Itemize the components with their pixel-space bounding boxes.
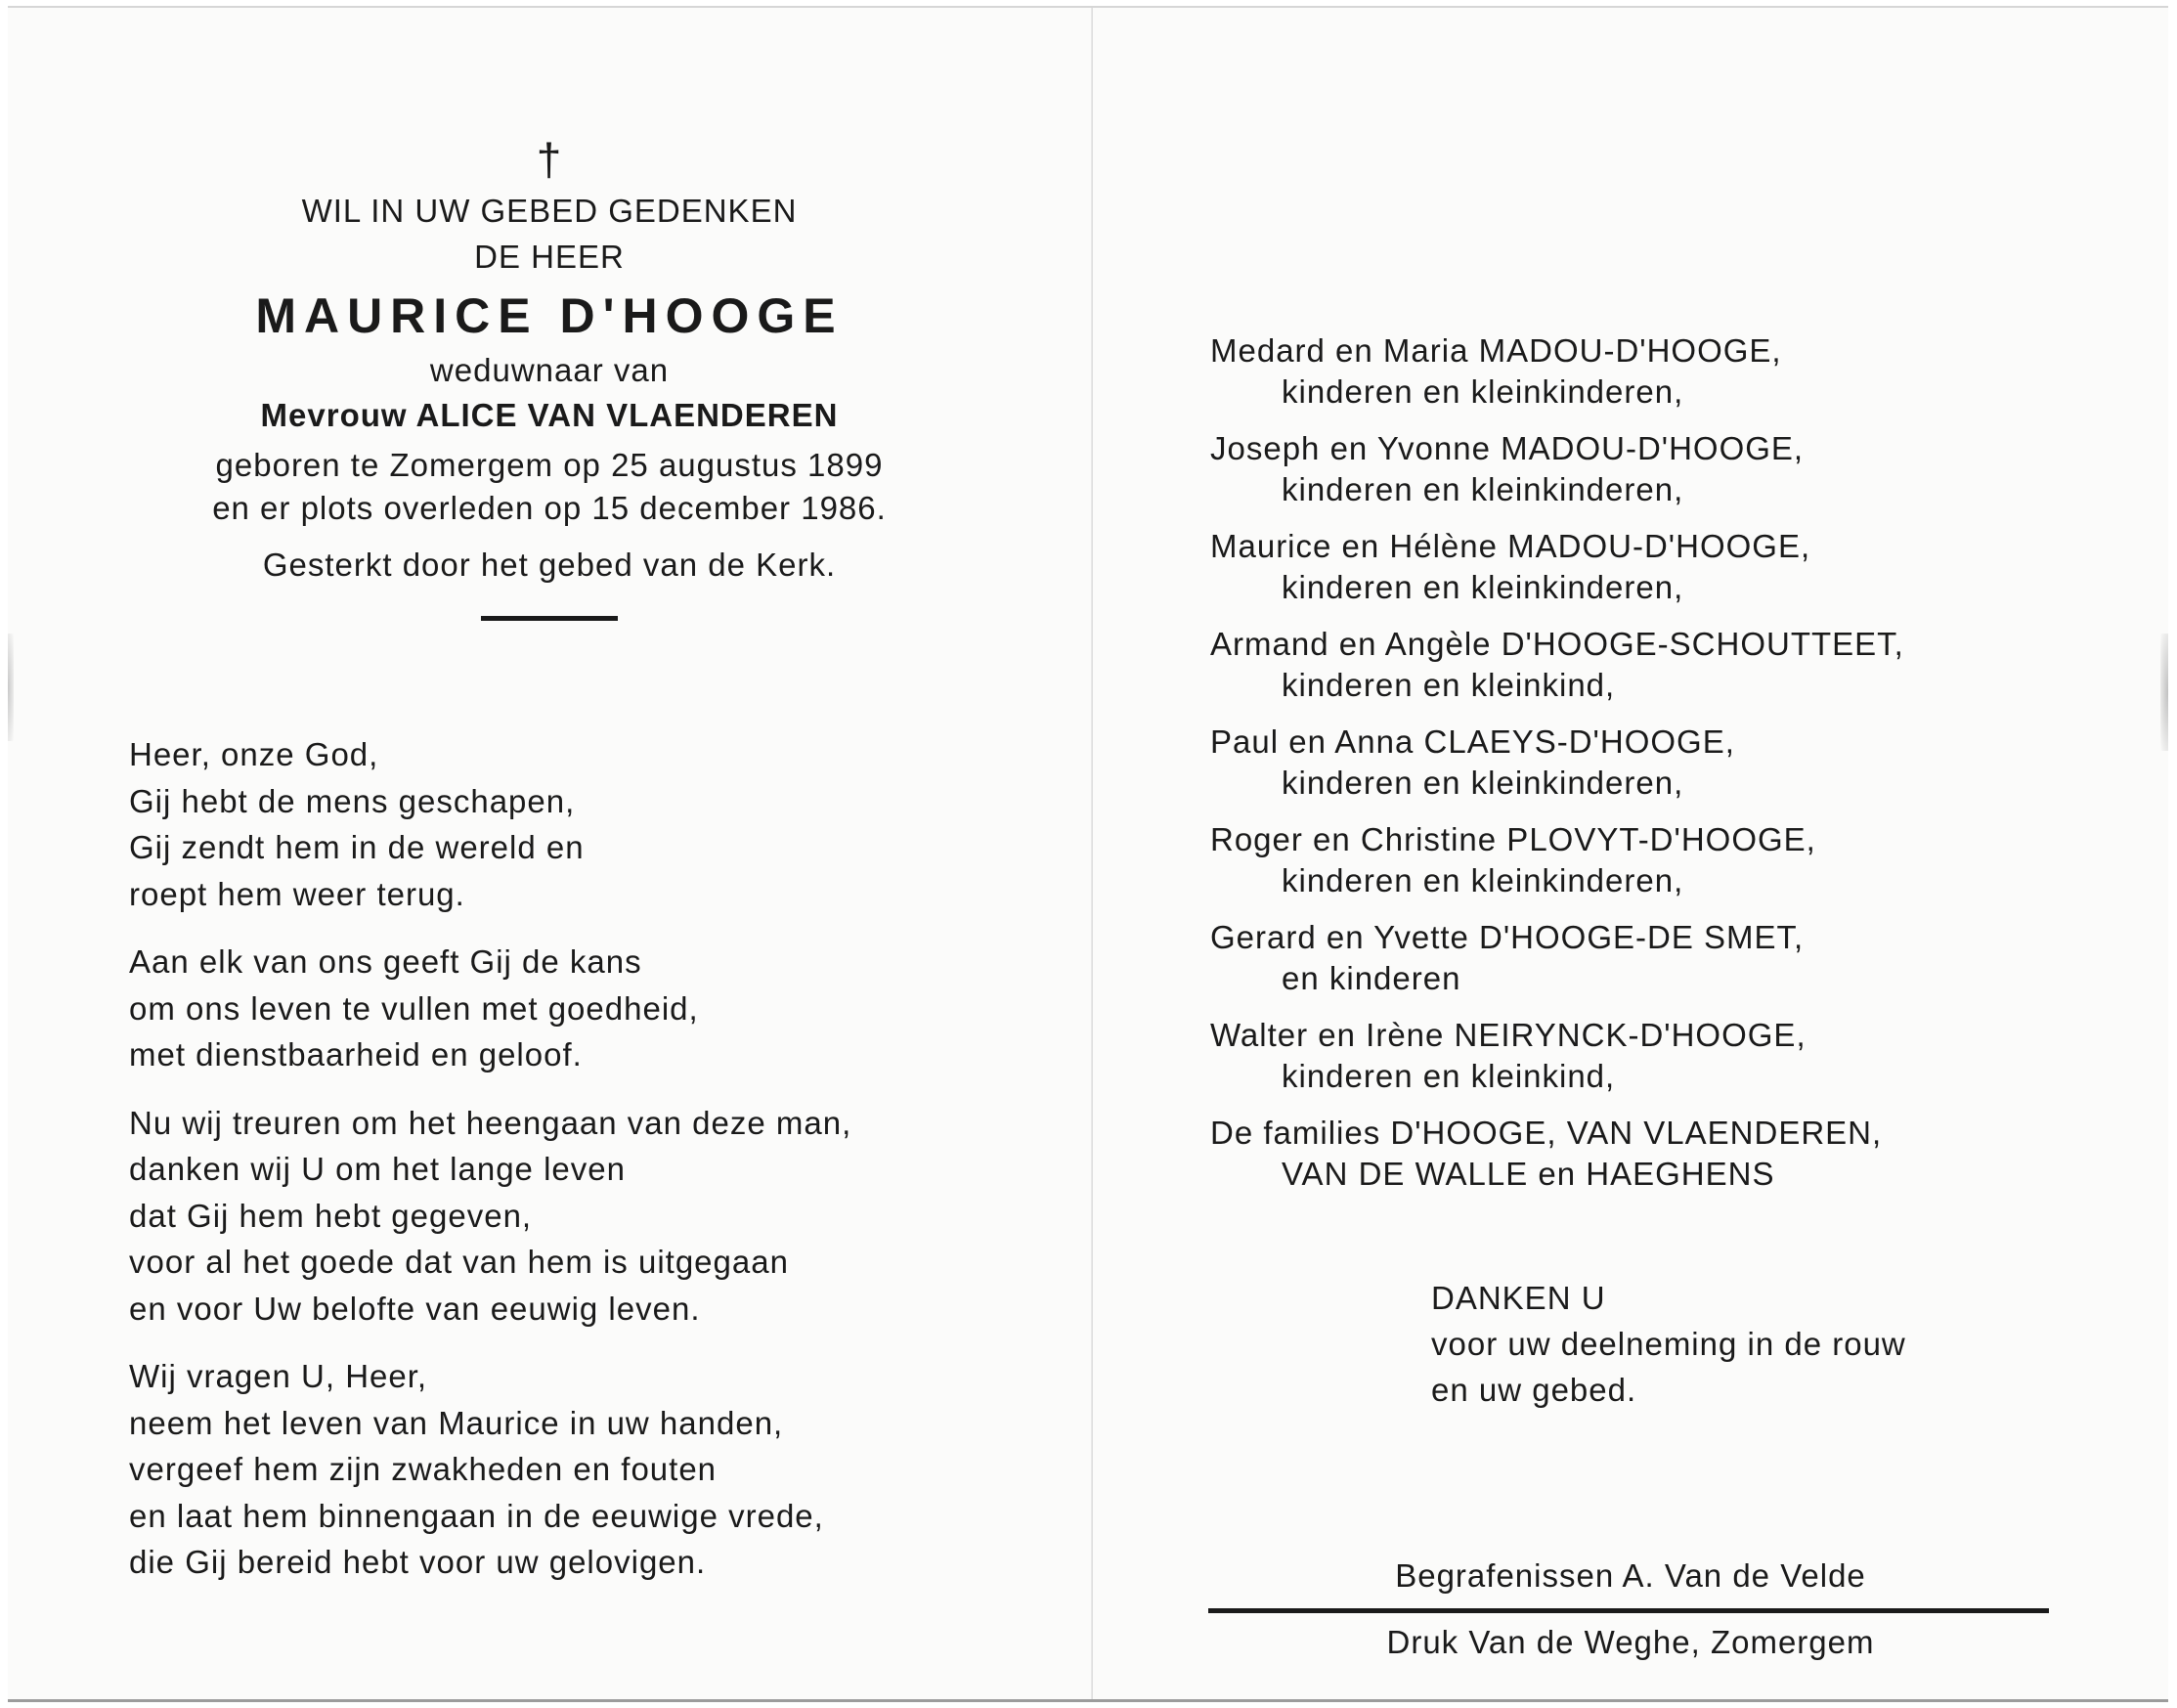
family-names: Medard en Maria MADOU-D'HOOGE, [1210, 332, 1782, 369]
death-line: en er plots overleden op 15 december 1986. [212, 490, 887, 526]
family-entry [1210, 917, 2090, 999]
prayer-stanza [129, 1100, 1009, 1333]
header-divider [481, 616, 618, 621]
prayer-line: danken wij U om het lange leven [129, 1151, 626, 1187]
center-fold [1091, 8, 1093, 1699]
family-names: De families D'HOOGE, VAN VLAENDEREN, [1210, 1115, 1883, 1151]
remembrance-line: WIL IN UW GEBED GEDENKEN [301, 193, 798, 229]
family-entry [1210, 1113, 2090, 1195]
thanks-heading: DANKEN U [1431, 1280, 1606, 1316]
thanks-line: voor uw deelneming in de rouw [1431, 1326, 1906, 1362]
prayer-line: neem het leven van Maurice in uw handen, [129, 1404, 784, 1441]
prayer-line: die Gij bereid hebt voor uw gelovigen. [129, 1544, 707, 1580]
prayer-line: Wij vragen U, Heer, [129, 1358, 428, 1394]
prayer-line: en laat hem binnengaan in de eeuwige vrede, [129, 1497, 824, 1534]
prayer-line: Gij hebt de mens geschapen, [129, 782, 576, 819]
family-relation: kinderen en kleinkinderen, [1282, 569, 1684, 605]
memorial-card [8, 6, 2168, 1702]
family-entry [1210, 526, 2090, 608]
family-entry [1210, 722, 2090, 804]
family-list [1210, 330, 2090, 1210]
family-names: Paul en Anna CLAEYS-D'HOOGE, [1210, 723, 1735, 760]
card-edge-shadow-left [8, 634, 14, 741]
memorial-header [8, 135, 1091, 621]
family-relation: kinderen en kleinkind, [1282, 667, 1616, 703]
cross-icon: † [536, 134, 563, 185]
prayer-stanza [129, 731, 1009, 917]
prayer-line: voor al het goede dat van hem is uitgegaan [129, 1244, 789, 1280]
family-names: Joseph en Yvonne MADOU-D'HOOGE, [1210, 430, 1805, 466]
title-line: DE HEER [474, 239, 625, 275]
family-relation: kinderen en kleinkind, [1282, 1058, 1616, 1094]
family-entry [1210, 428, 2090, 510]
church-line: Gesterkt door het gebed van de Kerk. [262, 547, 837, 583]
deceased-name: MAURICE D'HOOGE [255, 288, 844, 343]
family-relation: kinderen en kleinkinderen, [1282, 373, 1684, 410]
family-relation: VAN DE WALLE en HAEGHENS [1282, 1156, 1775, 1192]
widower-line: weduwnaar van [429, 352, 670, 388]
prayer-line: Heer, onze God, [129, 736, 379, 772]
spouse-name: Mevrouw ALICE VAN VLAENDEREN [260, 397, 839, 433]
thanks-line: en uw gebed. [1431, 1372, 1637, 1408]
prayer-line: roept hem weer terug. [129, 875, 465, 912]
family-names: Gerard en Yvette D'HOOGE-DE SMET, [1210, 919, 1805, 955]
prayer-text [129, 731, 1009, 1607]
family-entry [1210, 624, 2090, 706]
prayer-stanza [129, 1353, 1009, 1586]
family-entry [1210, 819, 2090, 901]
family-names: Maurice en Hélène MADOU-D'HOOGE, [1210, 528, 1811, 564]
family-entry [1210, 330, 2090, 413]
family-names: Armand en Angèle D'HOOGE-SCHOUTTEET, [1210, 626, 1904, 662]
family-names: Roger en Christine PLOVYT-D'HOOGE, [1210, 821, 1816, 857]
prayer-line: met dienstbaarheid en geloof. [129, 1036, 583, 1073]
family-relation: kinderen en kleinkinderen, [1282, 765, 1684, 801]
birth-line: geboren te Zomergem op 25 augustus 1899 [215, 447, 884, 483]
printer-credit: Druk Van de Weghe, Zomergem [1386, 1624, 1875, 1660]
prayer-stanza [129, 939, 1009, 1078]
prayer-line: Nu wij treuren om het heengaan van deze man, [129, 1104, 852, 1141]
prayer-line: en voor Uw belofte van eeuwig leven. [129, 1290, 701, 1327]
prayer-line: Aan elk van ons geeft Gij de kans [129, 943, 642, 980]
prayer-line: om ons leven te vullen met goedheid, [129, 989, 699, 1027]
undertaker-credit: Begrafenissen A. Van de Velde [1395, 1557, 1866, 1594]
prayer-line: vergeef hem zijn zwakheden en fouten [129, 1451, 718, 1487]
family-entry [1210, 1015, 2090, 1097]
prayer-line: dat Gij hem hebt gegeven, [129, 1197, 533, 1234]
family-names: Walter en Irène NEIRYNCK-D'HOOGE, [1210, 1017, 1807, 1053]
prayer-line: Gij zendt hem in de wereld en [129, 829, 585, 865]
family-relation: kinderen en kleinkinderen, [1282, 471, 1684, 507]
thanks-block [1431, 1275, 2115, 1413]
family-relation: kinderen en kleinkinderen, [1282, 862, 1684, 898]
card-edge-shadow-right [2160, 634, 2168, 751]
footer-divider [1208, 1608, 2049, 1613]
family-relation: en kinderen [1282, 960, 1461, 996]
